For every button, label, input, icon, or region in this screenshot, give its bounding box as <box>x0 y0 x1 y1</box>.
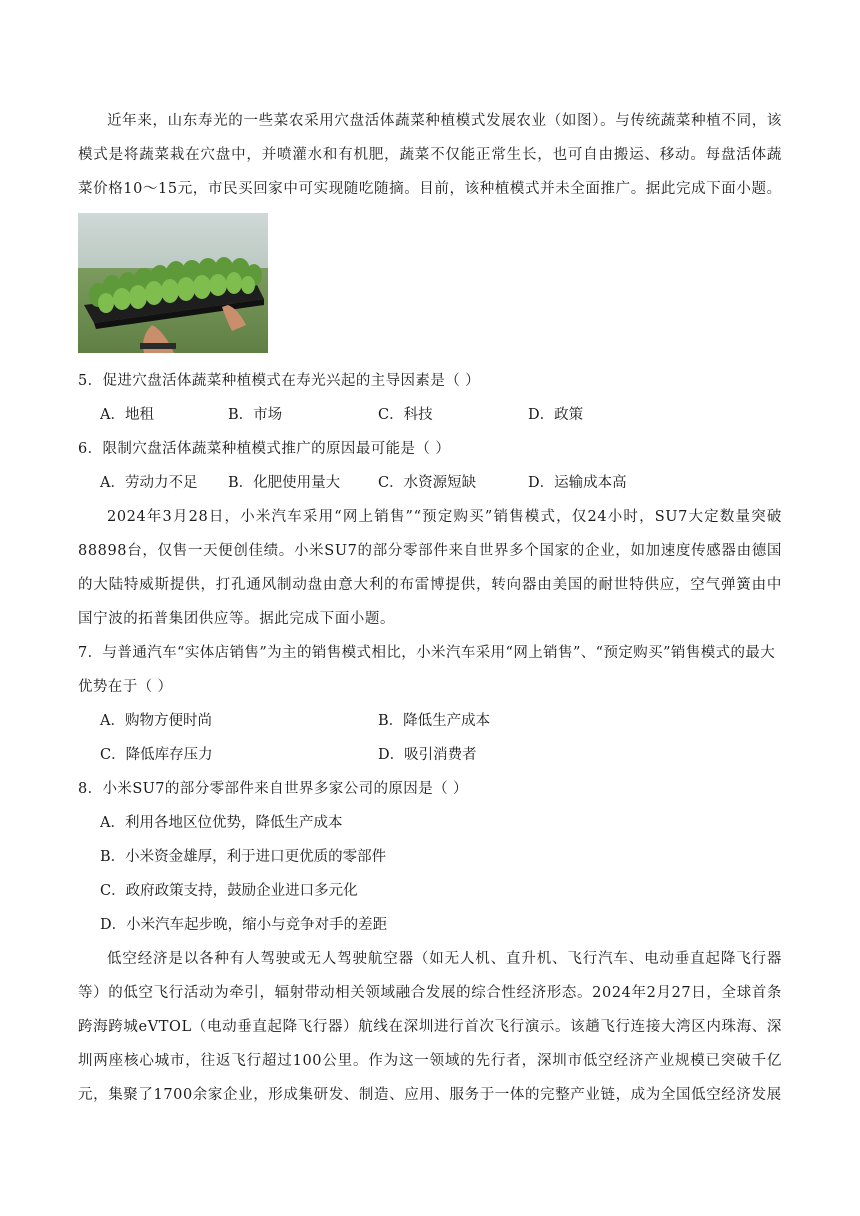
question-7-stem: 7．与普通汽车“实体店销售”为主的销售模式相比，小米汽车采用“网上销售”、“预定购买”销售模式的最大优势在于（ ） <box>78 645 776 695</box>
question-5-option-d: D．政策 <box>528 407 584 423</box>
question-8-stem: 8．小米SU7的部分零部件来自世界多家公司的原因是（ ） <box>78 781 468 797</box>
passage-xiaomi: 2024年3月28日，小米汽车采用“网上销售”“预定购买”销售模式，仅24小时，SU7大定数量突破88898台，仅售一天便创佳绩。小米SU7的部分零部件来自世界多个国家的企业，如加速度传感器由德国的大陆特威斯提供，打孔通风制动盘由意大利的布雷博提供，转向器由美国的耐世特供应，空气弹簧由中国宁波的拓普集团供应等。据此完成下面小题。 <box>78 509 782 627</box>
question-7-option-a: A．购物方便时尚 <box>100 713 212 729</box>
seedling-tray-photo <box>78 213 268 353</box>
question-5-option-c: C．科技 <box>378 407 433 423</box>
question-5-option-b: B．市场 <box>228 407 283 423</box>
passage-vegetables: 近年来，山东寿光的一些菜农采用穴盘活体蔬菜种植模式发展农业（如图）。与传统蔬菜种植不同，该模式是将蔬菜栽在穴盘中，并喷灌水和有机肥，蔬菜不仅能正常生长，也可自由搬运、移动。每盘活体蔬菜价格10～15元，市民买回家中可实现随吃随摘。目前，该种植模式并未全面推广。据此完成下面小题。 <box>78 113 782 197</box>
question-6-option-a: A．劳动力不足 <box>100 475 198 491</box>
question-8-option-b-text: B．小米资金雄厚，利于进口更优质的零部件 <box>100 849 387 865</box>
question-7-option-d: D．吸引消费者 <box>378 747 477 763</box>
passage-low-altitude-economy: 低空经济是以各种有人驾驶或无人驾驶航空器（如无人机、直升机、飞行汽车、电动垂直起降飞行器等）的低空飞行活动为牵引，辐射带动相关领域融合发展的综合性经济形态。2024年2月27日，全球首条跨海跨城eVTOL（电动垂直起降飞行器）航线在深圳进行首次飞行演示。该趟飞行连接大湾区内珠海、深圳两座核心城市，往返飞行超过100公里。作为这一领域的先行者，深圳市低空经济产业规模已突破千亿元，集聚了1700余家企业，形成集研发、制造、应用、服务于一体的完整产业链，成为全国低空经济发展 <box>78 951 782 1103</box>
question-7-option-c: C．降低库存压力 <box>100 747 213 763</box>
question-6-option-c: C．水资源短缺 <box>378 475 477 491</box>
question-6-option-b: B．化肥使用量大 <box>228 475 341 491</box>
question-8-option-a-text: A．利用各地区位优势，降低生产成本 <box>100 815 343 831</box>
question-6-option-d: D．运输成本高 <box>528 475 627 491</box>
question-5-option-a: A．地租 <box>100 407 154 423</box>
question-8-option-d-text: D．小米汽车起步晚，缩小与竞争对手的差距 <box>100 917 388 933</box>
question-5-stem: 5．促进穴盘活体蔬菜种植模式在寿光兴起的主导因素是（ ） <box>78 373 481 389</box>
question-7-option-b: B．降低生产成本 <box>378 713 491 729</box>
question-6-stem: 6．限制穴盘活体蔬菜种植模式推广的原因最可能是（ ） <box>78 441 451 457</box>
question-8-option-c-text: C．政府政策支持，鼓励企业进口多元化 <box>100 883 358 899</box>
